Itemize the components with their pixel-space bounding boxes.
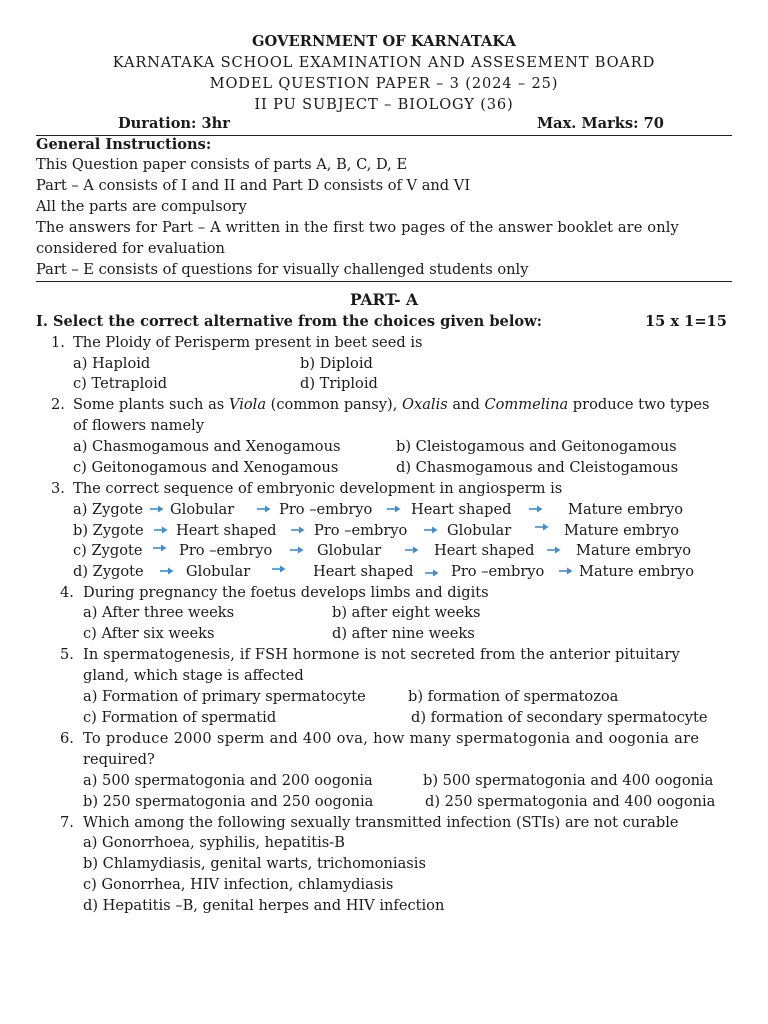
arrow-right-icon	[528, 504, 544, 514]
question-text-continued: required?	[83, 751, 155, 768]
instructions-title: General Instructions:	[36, 136, 212, 153]
question-number: 4.	[60, 584, 74, 601]
sequence-step: Globular	[317, 542, 382, 559]
question-text-continued: of flowers namely	[73, 417, 205, 434]
option-c: c) Gonorrhea, HIV infection, chlamydiasis	[83, 876, 394, 893]
option-d: d) Triploid	[300, 375, 378, 392]
question-number: 6.	[60, 730, 74, 747]
section-marks: 15 x 1=15	[645, 313, 727, 330]
option-c: b) 250 spermatogonia and 250 oogonia	[83, 793, 374, 810]
instruction-line: considered for evaluation	[36, 240, 225, 257]
option-a: a) Gonorrhoea, syphilis, hepatitis-B	[83, 834, 345, 851]
arrow-right-icon	[534, 522, 550, 532]
question-number: 7.	[60, 814, 74, 831]
option-d: d) after nine weeks	[332, 625, 475, 642]
species-commelina: Commelina	[484, 396, 569, 413]
sequence-step: Mature embryo	[576, 542, 691, 559]
sequence-step: Pro –embryo	[451, 563, 545, 580]
sequence-step: Pro –embryo	[279, 501, 373, 518]
species-oxalis: Oxalis	[402, 396, 448, 413]
sequence-step: Heart shaped	[411, 501, 512, 518]
arrow-right-icon	[271, 564, 287, 574]
question-text: In spermatogenesis, if FSH hormone is not secreted from the anterior pituitary	[83, 646, 680, 663]
option-d: d) 250 spermatogonia and 400 oogonia	[425, 793, 716, 810]
arrow-right-icon	[159, 566, 175, 576]
option-b: b) 500 spermatogonia and 400 oogonia	[423, 772, 714, 789]
sequence-step: Heart shaped	[313, 563, 414, 580]
arrow-right-icon	[546, 545, 562, 555]
instruction-line: This Question paper consists of parts A, B, C, D, E	[36, 156, 408, 173]
option-a: a) Chasmogamous and Xenogamous	[73, 438, 341, 455]
arrow-right-icon	[153, 525, 169, 535]
question-text: To produce 2000 sperm and 400 ova, how many spermatogonia and oogonia are	[83, 730, 700, 747]
sequence-step: Globular	[447, 522, 512, 539]
arrow-right-icon	[149, 504, 165, 514]
part-a-title: PART- A	[350, 290, 418, 309]
max-marks-label: Max. Marks: 70	[537, 115, 664, 132]
arrow-right-icon	[290, 525, 306, 535]
option-b: b) Diploid	[300, 355, 373, 372]
arrow-right-icon	[289, 545, 305, 555]
duration-label: Duration: 3hr	[118, 115, 230, 132]
sequence-step: b) Zygote	[73, 522, 144, 539]
arrow-right-icon	[423, 525, 439, 535]
arrow-right-icon	[152, 543, 168, 553]
header-model-paper: MODEL QUESTION PAPER – 3 (2024 – 25)	[209, 75, 559, 92]
option-d: d) Chasmogamous and Cleistogamous	[396, 459, 679, 476]
question-text: Which among the following sexually transmitted infection (STIs) are not curable	[83, 814, 679, 831]
option-d: d) Hepatitis –B, genital herpes and HIV infection	[83, 897, 445, 914]
option-c: c) After six weeks	[83, 625, 215, 642]
question-number: 2.	[51, 396, 65, 413]
header-subject: II PU SUBJECT – BIOLOGY (36)	[254, 96, 514, 113]
sequence-step: Mature embryo	[568, 501, 683, 518]
sequence-step: Globular	[170, 501, 235, 518]
option-c: c) Tetraploid	[73, 375, 168, 392]
sequence-step: d) Zygote	[73, 563, 144, 580]
section-instruction: I. Select the correct alternative from the choices given below:	[36, 313, 543, 330]
instruction-line: Part – E consists of questions for visually challenged students only	[36, 261, 529, 278]
option-d: d) formation of secondary spermatocyte	[411, 709, 708, 726]
instruction-line: The answers for Part – A written in the first two pages of the answer booklet are only	[36, 219, 679, 236]
sequence-step: Heart shaped	[176, 522, 277, 539]
instruction-line: Part – A consists of I and II and Part D consists of V and VI	[36, 177, 471, 194]
option-c: c) Geitonogamous and Xenogamous	[73, 459, 339, 476]
arrow-right-icon	[424, 568, 440, 578]
question-text: Some plants such as Viola (common pansy), Oxalis and Commelina produce two types	[73, 396, 710, 413]
option-a: a) 500 spermatogonia and 200 oogonia	[83, 772, 373, 789]
sequence-step: c) Zygote	[73, 542, 143, 559]
question-text-continued: gland, which stage is affected	[83, 667, 304, 684]
option-b: b) Chlamydiasis, genital warts, trichomoniasis	[83, 855, 426, 872]
sequence-step: Pro –embryo	[314, 522, 408, 539]
header-board: KARNATAKA SCHOOL EXAMINATION AND ASSESEMENT BOARD	[112, 54, 656, 71]
sequence-step: Pro –embryo	[179, 542, 273, 559]
option-a: a) After three weeks	[83, 604, 235, 621]
question-text: The Ploidy of Perisperm present in beet seed is	[73, 334, 423, 351]
question-number: 3.	[51, 480, 65, 497]
option-b: b) Cleistogamous and Geitonogamous	[396, 438, 677, 455]
arrow-right-icon	[386, 504, 402, 514]
question-text: During pregnancy the foetus develops limbs and digits	[83, 584, 489, 601]
sequence-step: Mature embryo	[579, 563, 694, 580]
option-a: a) Haploid	[73, 355, 151, 372]
option-b: b) after eight weeks	[332, 604, 481, 621]
question-text: The correct sequence of embryonic development in angiosperm is	[73, 480, 563, 497]
sequence-step: a) Zygote	[73, 501, 144, 518]
arrow-right-icon	[558, 566, 574, 576]
species-viola: Viola	[228, 396, 267, 413]
sequence-step: Globular	[186, 563, 251, 580]
arrow-right-icon	[256, 504, 272, 514]
sequence-step: Heart shaped	[434, 542, 535, 559]
header-government: GOVERNMENT OF KARNATAKA	[251, 33, 517, 50]
question-number: 1.	[51, 334, 65, 351]
option-a: a) Formation of primary spermatocyte	[83, 688, 366, 705]
instructions-divider	[36, 281, 732, 282]
option-b: b) formation of spermatozoa	[408, 688, 619, 705]
arrow-right-icon	[404, 545, 420, 555]
instruction-line: All the parts are compulsory	[36, 198, 247, 215]
option-c: c) Formation of spermatid	[83, 709, 277, 726]
question-number: 5.	[60, 646, 74, 663]
sequence-step: Mature embryo	[564, 522, 679, 539]
